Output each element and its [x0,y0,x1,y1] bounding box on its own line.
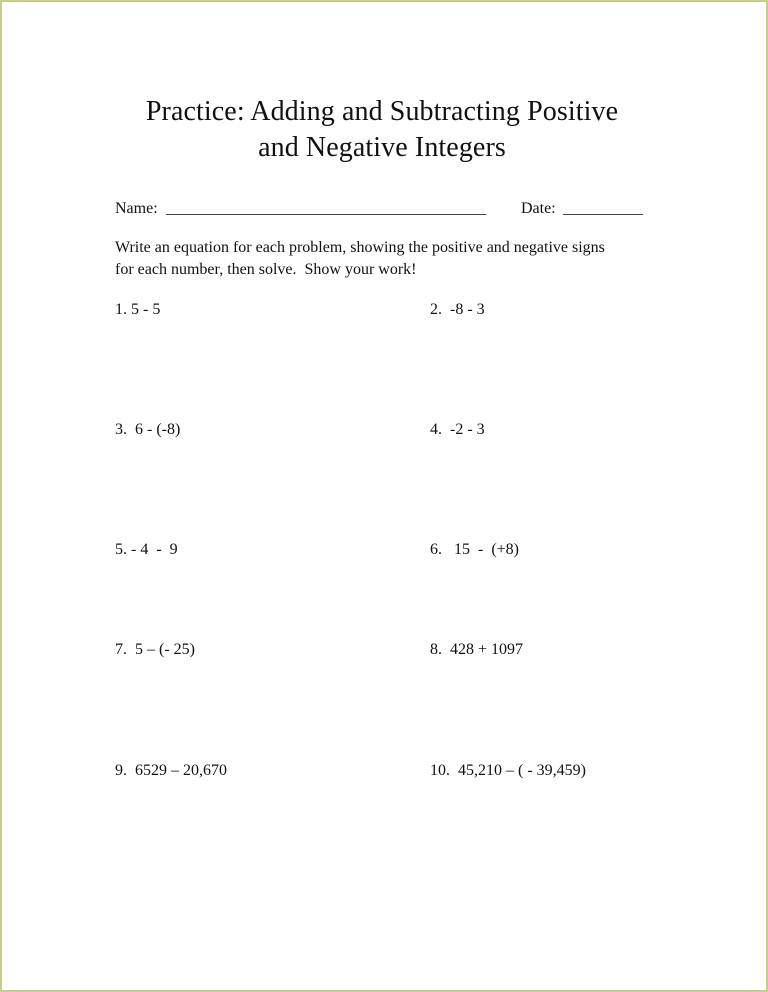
problem-4: 4. -2 - 3 [430,421,485,438]
worksheet-title-line-2: and Negative Integers [258,132,506,163]
problem-3: 3. 6 - (-8) [115,421,181,438]
problem-8: 8. 428 + 1097 [430,641,524,658]
instructions-line-2: for each number, then solve. Show your work! [115,261,417,278]
problem-9: 9. 6529 – 20,670 [115,762,227,779]
date-blank-line: __________ [563,200,643,217]
date-label: Date: [521,200,556,217]
problem-1: 1. 5 - 5 [115,301,161,318]
problem-5: 5. - 4 - 9 [115,541,178,558]
problem-7: 7. 5 – (- 25) [115,641,195,658]
problem-10: 10. 45,210 – ( - 39,459) [430,762,586,779]
instructions-line-1: Write an equation for each problem, showing the positive and negative signs [115,239,605,256]
name-blank-line: ________________________________________ [166,200,486,217]
name-label: Name: [115,200,158,217]
problem-6: 6. 15 - (+8) [430,541,520,558]
worksheet-title-line-1: Practice: Adding and Subtracting Positive [145,96,619,127]
problem-2: 2. -8 - 3 [430,301,485,318]
